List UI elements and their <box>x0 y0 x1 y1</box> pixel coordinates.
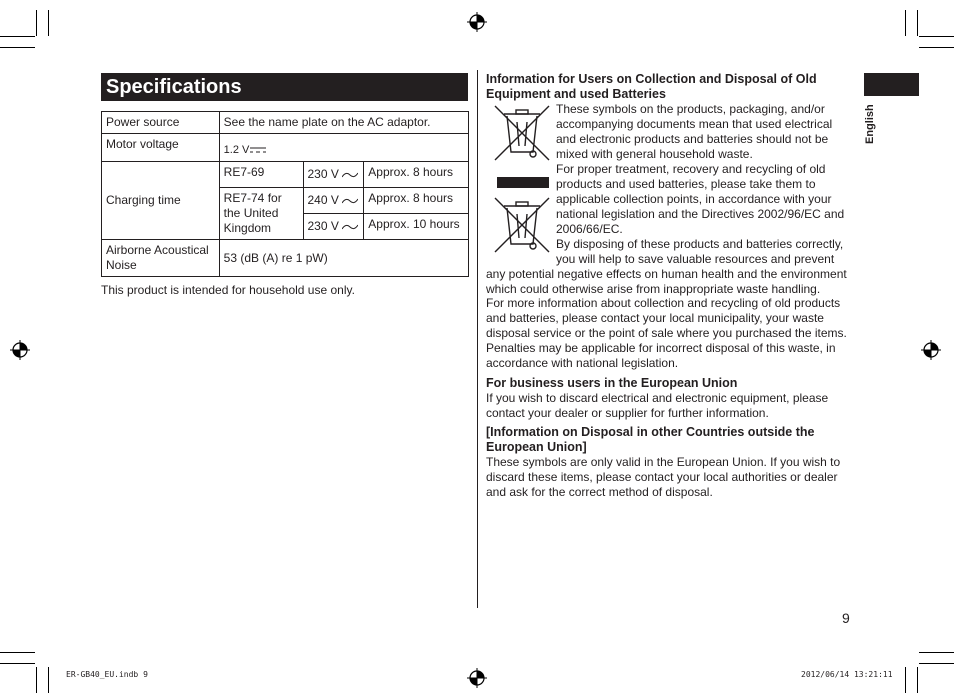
model-2-voltage-b: 230 V <box>307 219 339 233</box>
model-2-time-a: Approx. 8 hours <box>364 188 469 214</box>
crop-mark <box>0 652 35 653</box>
table-row <box>102 240 469 277</box>
crop-mark <box>919 652 954 653</box>
charging-time-label: Charging time <box>102 162 220 240</box>
crop-mark <box>919 663 954 664</box>
ac-symbol-icon <box>342 171 358 179</box>
crop-mark <box>917 667 918 693</box>
disposal-paragraph-1: These symbols on the products, packaging, and/or accompanying documents mean that used electrical and electronic products and batteries should not be mixed with general household waste. <box>556 102 833 161</box>
registration-mark-icon <box>467 668 487 688</box>
model-2-time-b: Approx. 10 hours <box>364 214 469 240</box>
specifications-table <box>101 111 469 277</box>
registration-mark-icon <box>10 340 30 360</box>
crop-mark <box>36 667 37 693</box>
registration-mark-icon <box>921 340 941 360</box>
disposal-heading: Information for Users on Collection and Disposal of Old Equipment and used Batteries <box>486 72 817 101</box>
household-use-note: This product is intended for household use only. <box>101 283 355 297</box>
footer-timestamp: 2012/06/14 13:21:11 <box>801 670 893 679</box>
table-row <box>102 134 469 162</box>
disposal-paragraph-3-indent: By disposing of these products and batteries correctly, you will help to save valuable resources and prevent <box>556 237 844 266</box>
model-2-voltage-a-cell <box>303 188 364 214</box>
model-1-time: Approx. 8 hours <box>364 162 469 188</box>
model-1-voltage: 230 V <box>307 167 339 181</box>
motor-voltage-label: Motor voltage <box>102 134 220 162</box>
crop-mark <box>0 47 35 48</box>
disposal-paragraph-5: Penalties may be applicable for incorrect disposal of this waste, in accordance with national legislation. <box>486 341 836 370</box>
crop-mark <box>0 663 35 664</box>
crop-mark <box>905 667 906 693</box>
crop-mark <box>0 36 35 37</box>
crop-mark <box>919 47 954 48</box>
specifications-title: Specifications <box>101 73 468 101</box>
page-number: 9 <box>842 610 850 626</box>
dc-symbol-icon <box>250 146 266 154</box>
business-heading: For business users in the European Union <box>486 376 738 390</box>
table-row <box>102 112 469 134</box>
column-divider <box>477 70 478 608</box>
crossed-bin-battery-icon <box>492 194 552 256</box>
ac-symbol-icon <box>342 223 358 231</box>
table-row <box>102 162 469 188</box>
language-label: English <box>864 104 876 144</box>
black-bar-symbol <box>497 177 549 188</box>
crop-mark <box>36 10 37 36</box>
noise-value: 53 (dB (A) re 1 pW) <box>219 240 468 277</box>
crop-mark <box>48 10 49 36</box>
language-tab <box>864 73 919 96</box>
noise-label: Airborne Acoustical Noise <box>102 240 220 277</box>
model-2-voltage-b-cell <box>303 214 364 240</box>
model-1-voltage-cell <box>303 162 364 188</box>
model-1-cell: RE7-69 <box>219 162 303 188</box>
motor-voltage-cell <box>219 134 468 162</box>
crop-mark <box>905 10 906 36</box>
crop-mark <box>917 10 918 36</box>
disposal-paragraph-4: For more information about collection and recycling of old products and batteries, please contact your local municipality, your waste disposal service or the point of sale where you purchased the items. <box>486 296 847 340</box>
business-text: If you wish to discard electrical and electronic equipment, please contact your dealer or supplier for further information. <box>486 391 829 420</box>
power-source-value: See the name plate on the AC adaptor. <box>219 112 468 134</box>
disposal-paragraph-2: For proper treatment, recovery and recycling of old products and used batteries, please take them to applicable collection points, in accordance with your national legislation and the Directives 2002/96/EC and 2006/66/EC. <box>556 162 845 236</box>
crop-mark <box>919 36 954 37</box>
outside-eu-text: These symbols are only valid in the European Union. If you wish to discard these items, please contact your local authorities or dealer and ask for the correct method of disposal. <box>486 455 841 499</box>
footer-file-name: ER-GB40_EU.indb 9 <box>66 670 148 679</box>
power-source-label: Power source <box>102 112 220 134</box>
registration-mark-icon <box>467 12 487 32</box>
disposal-paragraph-3: any potential negative effects on human health and the environment which could otherwise arise from inappropriate waste handling. <box>486 267 847 296</box>
motor-voltage-value: 1.2 V <box>223 144 250 156</box>
crossed-bin-icon <box>492 102 552 164</box>
model-2-cell: RE7-74 for the United Kingdom <box>219 188 303 240</box>
outside-eu-heading: [Information on Disposal in other Countries outside the European Union] <box>486 425 815 454</box>
model-2-voltage-a: 240 V <box>307 193 339 207</box>
ac-symbol-icon <box>342 197 358 205</box>
crop-mark <box>48 667 49 693</box>
